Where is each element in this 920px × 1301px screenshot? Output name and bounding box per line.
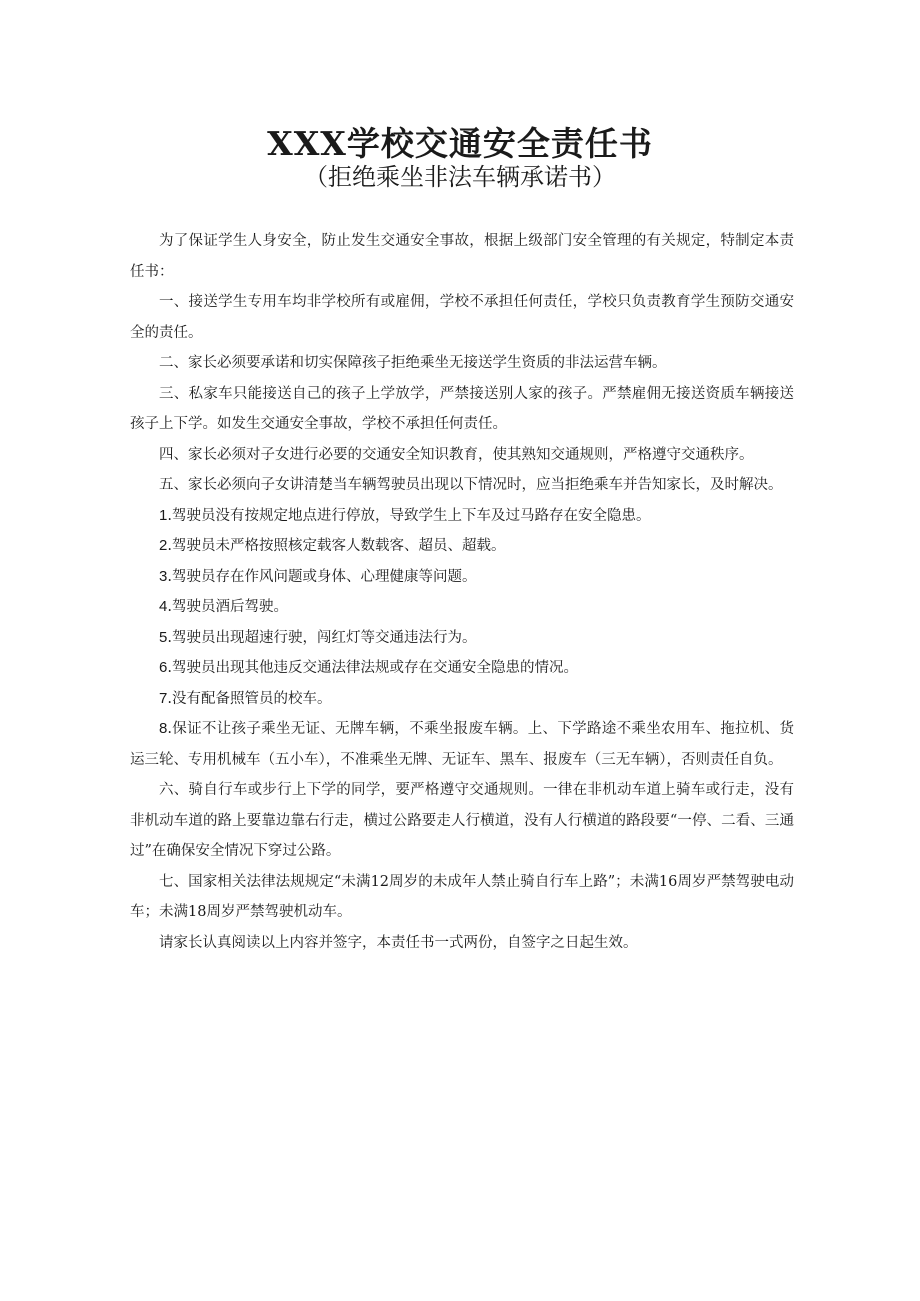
paragraph-intro: 为了保证学生人身安全，防止发生交通安全事故，根据上级部门安全管理的有关规定，特制定本责任书： — [130, 233, 794, 280]
document-subtitle: （拒绝乘坐非法车辆承诺书） — [304, 163, 616, 191]
list-item — [130, 501, 794, 532]
list-item-number: 1 — [159, 506, 168, 524]
list-item — [130, 684, 794, 715]
document-body — [130, 226, 794, 958]
list-item — [130, 714, 794, 775]
list-item-text: .驾驶员存在作风问题或身体、心理健康等问题。 — [167, 568, 477, 585]
list-item-text: .保证不让孩子乘坐无证、无牌车辆，不乘坐报废车辆。上、下学路途不乘坐农用车、拖拉机、货运三轮、专用机械车（五小车），不准乘坐无牌、无证车、黑车、报废车（三无车辆），否则责任自负。 — [130, 721, 794, 768]
list-item — [130, 531, 794, 562]
list-item-number: 6 — [159, 659, 168, 676]
list-item-text: .驾驶员没有按规定地点进行停放，导致学生上下车及过马路存在安全隐患。 — [167, 507, 651, 524]
paragraph-4: 四、家长必须对子女进行必要的交通安全知识教育，使其熟知交通规则，严格遵守交通秩序。 — [159, 446, 754, 463]
list-item-text: .驾驶员未严格按照核定载客人数载客、超员、超载。 — [167, 538, 506, 554]
list-item-text: .没有配备照管员的校车。 — [167, 690, 332, 707]
paragraph-1: 一、接送学生专用车均非学校所有或雇佣，学校不承担任何责任，学校只负责教育学生预防交通安全的责任。 — [130, 294, 794, 341]
paragraph-6: 六、骑自行车或步行上下学的同学，要严格遵守交通规则。一律在非机动车道上骑车或行走，没有非机动车道的路上要靠边靠右行走，横过公路要走人行横道，没有人行横道的路段要“一停、二看、三通过”在确保安全情况下穿过公路。 — [130, 782, 794, 859]
list-item — [130, 562, 794, 593]
list-item — [130, 653, 794, 684]
list-item-number: 5 — [159, 628, 168, 646]
list-item-number: 3 — [159, 567, 168, 585]
list-item-number: 7 — [159, 689, 168, 707]
paragraph-closing: 请家长认真阅读以上内容并签字，本责任书一式两份，自签字之日起生效。 — [159, 934, 638, 951]
list-item-number: 4 — [159, 598, 168, 615]
document-title: XXX学校交通安全责任书 — [267, 124, 653, 163]
paragraph-3: 三、私家车只能接送自己的孩子上学放学，严禁接送别人家的孩子。严禁雇佣无接送资质车辆接送孩子上下学。如发生交通安全事故，学校不承担任何责任。 — [130, 385, 794, 432]
list-item-number: 8 — [159, 720, 168, 737]
paragraph-7: 七、国家相关法律法规规定“未满12周岁的未成年人禁止骑自行车上路”；未满16周岁严禁驾驶电动车；未满18周岁严禁驾驶机动车。 — [130, 873, 794, 920]
list-item — [130, 623, 794, 654]
paragraph-2: 二、家长必须要承诺和切实保障孩子拒绝乘坐无接送学生资质的非法运营车辆。 — [159, 355, 667, 371]
list-item-text: .驾驶员出现超速行驶，闯红灯等交通违法行为。 — [167, 629, 477, 646]
list-item-text: .驾驶员酒后驾驶。 — [167, 599, 288, 615]
list-item-text: .驾驶员出现其他违反交通法律法规或存在交通安全隐患的情况。 — [167, 660, 578, 676]
paragraph-5: 五、家长必须向子女讲清楚当车辆驾驶员出现以下情况时，应当拒绝乘车并告知家长，及时解决。 — [159, 477, 783, 493]
list-item-number: 2 — [159, 537, 168, 554]
list-item — [130, 592, 794, 623]
